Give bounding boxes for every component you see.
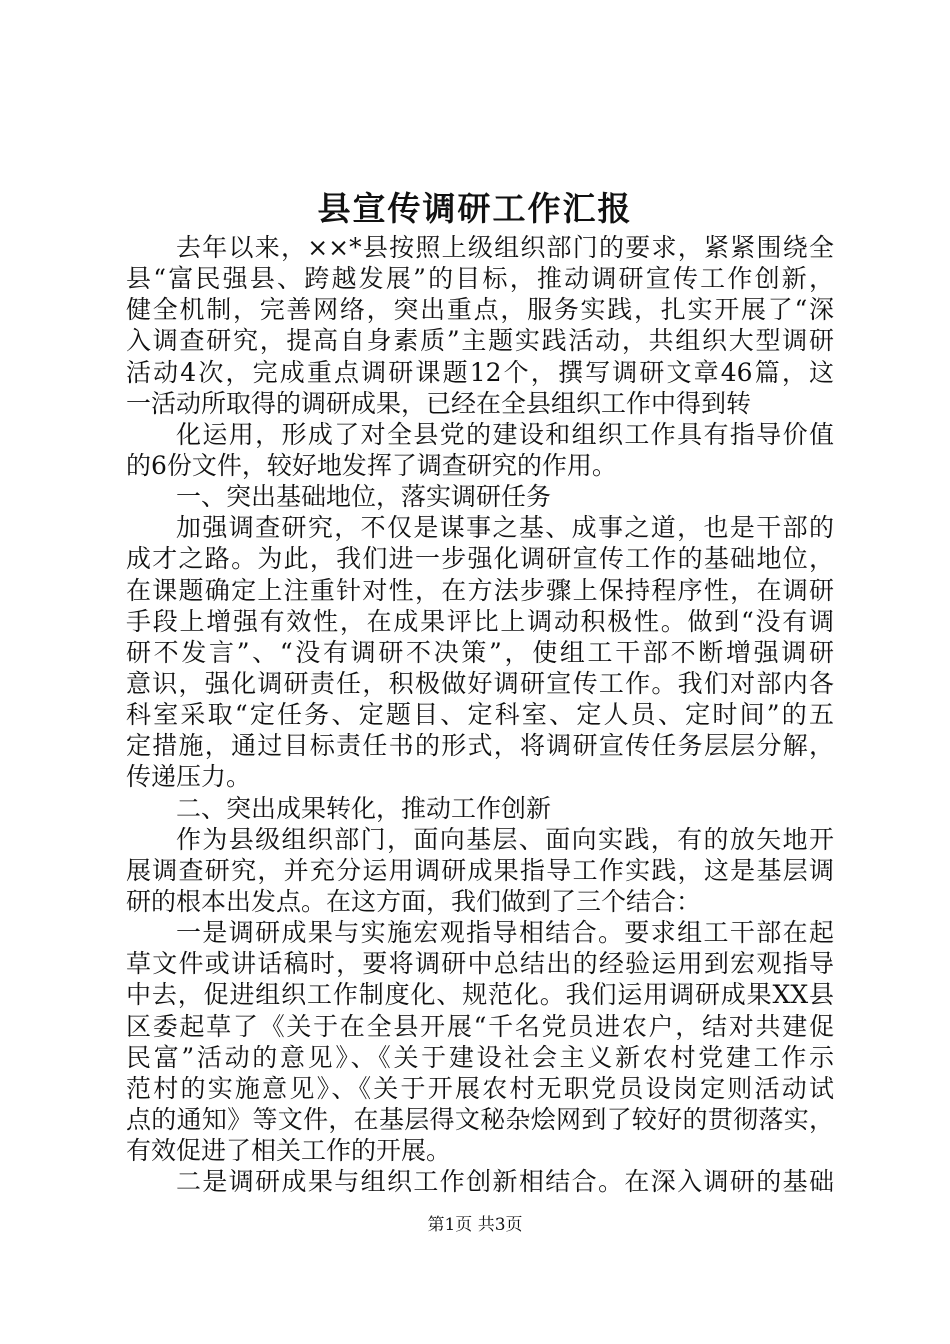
text-line: 加强调查研究，不仅是谋事之基、成事之道，也是干部的 [176,513,834,543]
text-line: 一活动所取得的调研成果，已经在全县组织工作中得到转 [126,388,752,418]
text-line: 活动4次，完成重点调研课题12个，撰写调研文章46篇，这 [126,357,834,387]
text-line: 一、突出基础地位，落实调研任务 [176,482,552,512]
text-line: 县“富民强县、跨越发展”的目标，推动调研宣传工作创新， [126,264,834,294]
text-line: 定措施，通过目标责任书的形式，将调研宣传任务层层分解， [126,731,834,761]
text-line: 研不发言”、“没有调研不决策”，使组工干部不断增强调研 [126,637,834,667]
text-line: 草文件或讲话稿时，要将调研中总结出的经验运用到宏观指导 [126,949,834,979]
text-line: 二是调研成果与组织工作创新相结合。在深入调研的基础 [176,1167,834,1197]
text-line: 化运用，形成了对全县党的建设和组织工作具有指导价值 [176,419,834,449]
text-line: 范村的实施意见》、《关于开展农村无职党员设岗定则活动试 [126,1073,834,1103]
text-line: 在课题确定上注重针对性，在方法步骤上保持程序性，在调研 [126,575,834,605]
text-line: 展调查研究，并充分运用调研成果指导工作实践，这是基层调 [126,855,834,885]
text-line: 手段上增强有效性，在成果评比上调动积极性。做到“没有调 [126,606,834,636]
text-line: 传递压力。 [126,762,252,792]
text-line: 研的根本出发点。在这方面，我们做到了三个结合： [126,886,702,916]
text-line: 一是调研成果与实施宏观指导相结合。要求组工干部在起 [176,918,834,948]
text-line: 入调查研究，提高自身素质”主题实践活动，共组织大型调研 [126,326,834,356]
text-line: 意识，强化调研责任，积极做好调研宣传工作。我们对部内各 [126,668,834,698]
text-line: 科室采取“定任务、定题目、定科室、定人员、定时间”的五 [126,700,834,730]
text-line: 民富”活动的意见》、《关于建设社会主义新农村党建工作示 [126,1042,834,1072]
text-line: 去年以来，××*县按照上级组织部门的要求，紧紧围绕全 [176,233,834,262]
document-body [126,232,834,1197]
text-line: 健全机制，完善网络，突出重点，服务实践，扎实开展了“深 [126,295,834,325]
text-line: 二、突出成果转化，推动工作创新 [176,793,552,823]
text-line: 点的通知》等文件，在基层得文秘杂烩网到了较好的贯彻落实， [126,1104,834,1134]
page-number-footer: 第1页 共3页 [427,1215,523,1235]
text-line: 的6份文件，较好地发挥了调查研究的作用。 [126,450,617,480]
text-line: 成才之路。为此，我们进一步强化调研宣传工作的基础地位， [126,544,834,574]
document-title: 县宣传调研工作汇报 [317,189,633,228]
text-line: 有效促进了相关工作的开展。 [126,1136,452,1166]
text-line: 作为县级组织部门，面向基层、面向实践，有的放矢地开 [176,824,834,854]
text-line: 中去，促进组织工作制度化、规范化。我们运用调研成果XX县 [126,980,834,1010]
text-line: 区委起草了《关于在全县开展“千名党员进农户，结对共建促 [126,1011,834,1041]
